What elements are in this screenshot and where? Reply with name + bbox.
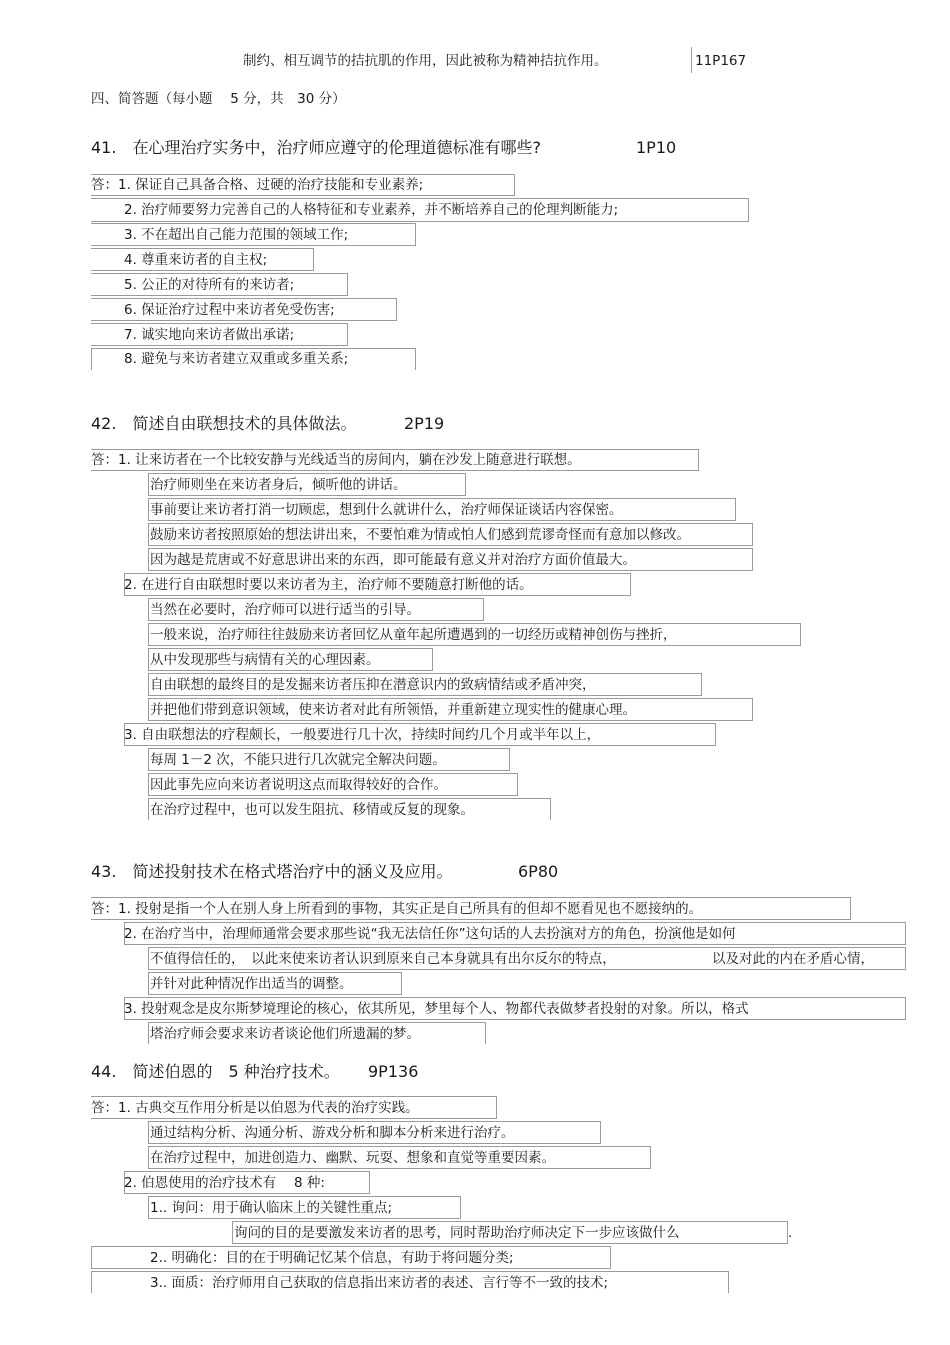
answer-line: 1.. 询问：用于确认临床上的关键性重点;	[150, 1200, 393, 1216]
answer-line: 从中发现那些与病情有关的心理因素。	[150, 652, 380, 668]
answer-line: 不值得信任的， 以此来使来访者认识到原来自己本身就具有出尔反尔的特点，	[150, 951, 616, 967]
question-41-ref: 1P10	[636, 138, 677, 157]
answer-line: 事前要让来访者打消一切顾虑，想到什么就讲什么，治疗师保证谈话内容保密。	[150, 502, 623, 518]
question-44-title: 44. 简述伯恩的 5 种治疗技术。	[91, 1062, 340, 1081]
answer-line: 在治疗过程中，也可以发生阻抗、移情或反复的现象。	[150, 802, 474, 818]
answer-line: 鼓励来访者按照原始的想法讲出来，不要怕难为情或怕人们感到荒谬奇怪而有意加以修改。	[150, 527, 690, 543]
question-44-ref: 9P136	[368, 1062, 419, 1081]
continuation-text: 制约、相互调节的拮抗肌的作用，因此被称为精神拮抗作用。	[243, 53, 608, 69]
answer-line: 2. 在进行自由联想时要以来访者为主，治疗师不要随意打断他的话。	[124, 577, 533, 593]
answer-line: 在治疗过程中，加进创造力、幽默、玩耍、想象和直觉等重要因素。	[150, 1150, 555, 1166]
answer-line: 以及对此的内在矛盾心情，	[712, 951, 874, 967]
answer-line: 因此事先应向来访者说明这点而取得较好的合作。	[150, 777, 447, 793]
answer-line: 因为越是荒唐或不好意思讲出来的东西，即可能最有意义并对治疗方面价值最大。	[150, 552, 636, 568]
answer-line: 并针对此种情况作出适当的调整。	[150, 976, 353, 992]
answer-line: 5. 公正的对待所有的来访者;	[124, 277, 295, 293]
answer-line: 8. 避免与来访者建立双重或多重关系;	[124, 351, 349, 367]
answer-line: 答：1. 保证自己具备合格、过硬的治疗技能和专业素养;	[91, 177, 424, 193]
answer-line: 2. 治疗师要努力完善自己的人格特征和专业素养，并不断培养自己的伦理判断能力;	[124, 202, 619, 218]
answer-line: 3. 自由联想法的疗程颇长，一般要进行几十次，持续时间约几个月或半年以上，	[124, 727, 601, 743]
section-heading: 四、简答题（每小题 5 分，共 30 分）	[91, 91, 346, 107]
answer-line: 3.. 面质：治疗师用自己获取的信息指出来访者的表述、言行等不一致的技术;	[150, 1275, 609, 1291]
answer-line: 一般来说，治疗师往往鼓励来访者回忆从童年起所遭遇到的一切经历或精神创伤与挫折，	[150, 627, 677, 643]
answer-line: 2.. 明确化：目的在于明确记忆某个信息，有助于将问题分类;	[150, 1250, 514, 1266]
answer-line: 自由联想的最终目的是发掘来访者压抑在潜意识内的致病情结或矛盾冲突，	[150, 677, 596, 693]
question-43-ref: 6P80	[518, 862, 559, 881]
answer-line: 通过结构分析、沟通分析、游戏分析和脚本分析来进行治疗。	[150, 1125, 515, 1141]
answer-line: 2. 伯恩使用的治疗技术有 8 种:	[124, 1175, 325, 1191]
answer-line: 4. 尊重来访者的自主权;	[124, 252, 268, 268]
answer-line: 6. 保证治疗过程中来访者免受伤害;	[124, 302, 335, 318]
answer-line: 答：1. 让来访者在一个比较安静与光线适当的房间内，躺在沙发上随意进行联想。	[91, 452, 581, 468]
answer-line: 塔治疗师会要求来访者谈论他们所遗漏的梦。	[150, 1026, 420, 1042]
answer-line: 答：1. 古典交互作用分析是以伯恩为代表的治疗实践。	[91, 1100, 419, 1116]
answer-line: .	[788, 1225, 793, 1241]
answer-line: 当然在必要时，治疗师可以进行适当的引导。	[150, 602, 420, 618]
answer-line: 询问的目的是要激发来访者的思考，同时帮助治疗师决定下一步应该做什么	[234, 1225, 680, 1241]
question-41-title: 41. 在心理治疗实务中，治疗师应遵守的伦理道德标准有哪些?	[91, 138, 541, 157]
answer-line: 3. 不在超出自己能力范围的领域工作;	[124, 227, 349, 243]
answer-line: 并把他们带到意识领域，使来访者对此有所领悟，并重新建立现实性的健康心理。	[150, 702, 636, 718]
question-43-title: 43. 简述投射技术在格式塔治疗中的涵义及应用。	[91, 862, 453, 881]
question-42-title: 42. 简述自由联想技术的具体做法。	[91, 414, 357, 433]
page-ref: 11P167	[695, 53, 747, 69]
answer-line: 3. 投射观念是皮尔斯梦境理论的核心，依其所见，梦里每个人、物都代表做梦者投射的对象。所以，格式	[124, 1001, 749, 1017]
answer-line: 答：1. 投射是指一个人在别人身上所看到的事物，其实正是自己所具有的但却不愿看见也不愿接纳的。	[91, 901, 703, 917]
question-42-ref: 2P19	[404, 414, 445, 433]
answer-line: 7. 诚实地向来访者做出承诺;	[124, 327, 295, 343]
answer-line: 2. 在治疗当中，治理师通常会要求那些说“我无法信任你”这句话的人去扮演对方的角色，扮演他是如何	[124, 926, 736, 942]
answer-line: 每周 1－2 次，不能只进行几次就完全解决问题。	[150, 752, 446, 768]
answer-line: 治疗师则坐在来访者身后，倾听他的讲话。	[150, 477, 407, 493]
